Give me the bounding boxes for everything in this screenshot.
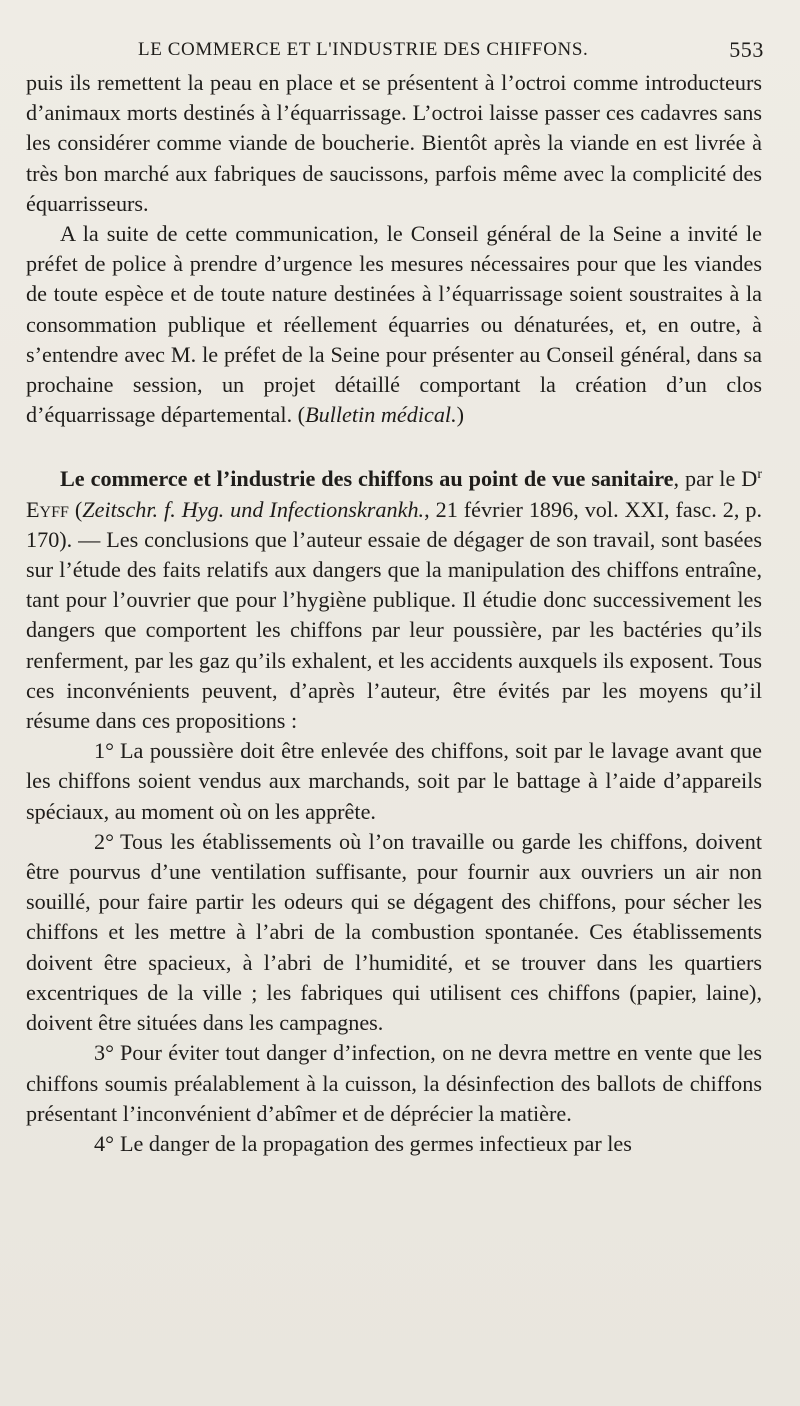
proposition-number: 4° xyxy=(94,1130,114,1156)
article-heading: Le commerce et l’industrie des chiffons au point de vue sanitaire xyxy=(60,466,674,492)
source-citation: Bulletin médical. xyxy=(305,402,457,428)
proposition-number: 3° xyxy=(94,1040,114,1066)
proposition-text: La poussière doit être enlevée des chiffons, soit par le lavage avant que les chiffons soient vendus aux marchands, soit par le battage à l’aide d’appareils spéciaux, au moment où on les apprête. xyxy=(26,738,762,824)
page-number: 553 xyxy=(729,37,764,62)
proposition-text: Le danger de la propagation des germes infectieux par les xyxy=(119,1130,632,1156)
article-summary: , 21 février 1896, vol. XXI, fasc. 2, p. 170). — Les conclusions que l’auteur essaie de dégager de son travail, sont basées sur l’étude des faits relatifs aux dangers que la manipulation des chiffons entraîne, tant pour l’ouvrier que pour l’hygiène publique. Il étudie donc successivement les dangers que comportent les chiffons par leur poussière, par les bactéries qu’ils renferment, par les gaz qu’ils exhalent, et les accidents auxquels ils exposent. Tous ces inconvénients peuvent, d’après l’auteur, être évités par les moyens qu’il résume dans ces propositions : xyxy=(26,496,762,734)
article-paragraph xyxy=(26,460,762,736)
paragraph-equarrissage-ending: puis ils remettent la peau en place et se présentent à l’octroi comme introducteurs d’animaux morts destinés à l’équarrissage. L’octroi laisse passer ces cadavres sans les considérer comme viande de boucherie. Bientôt après la viande en est livrée à très bon marché aux fabriques de saucissons, parfois même avec la complicité des équarrisseurs. xyxy=(26,70,762,216)
article-intro: , par le D xyxy=(673,466,758,492)
source-close-paren: ) xyxy=(456,402,465,428)
running-header xyxy=(26,26,762,68)
doctor-abbreviation-sup: r xyxy=(757,467,762,483)
proposition-text: Tous les établissements où l’on travaille ou garde les chiffons, doivent être pourvus d’une ventilation suffisante, pour fournir aux ouvriers un air non souillé, pour faire partir les odeurs qui se dégagent des chiffons, pour sécher les chiffons et les mettre à l’abri de la combustion spontanée. Ces établissements doivent être spacieux, à l’abri de l’humidité, et se trouver dans les quartiers excentriques de la ville ; les fabriques qui utilisent ces chiffons (papier, laine), doivent être situées dans les campagnes. xyxy=(26,828,762,1036)
proposition-1 xyxy=(26,736,762,827)
proposition-number: 1° xyxy=(94,738,114,764)
proposition-text: Pour éviter tout danger d’infection, on ne devra mettre en vente que les chiffons soumis préalablement à la cuisson, la désinfection des ballots de chiffons présentant l’inconvénient d’abîmer et de déprécier la matière. xyxy=(26,1040,762,1126)
page-body xyxy=(26,68,762,1159)
journal-title: Zeitschr. f. Hyg. und Infectionskrankh. xyxy=(82,496,425,522)
paragraph-conseil-general xyxy=(26,219,762,430)
proposition-3 xyxy=(26,1038,762,1129)
author-name: Eyff xyxy=(26,496,69,522)
section-spacing xyxy=(26,430,762,460)
proposition-2 xyxy=(26,827,762,1038)
citation-open: ( xyxy=(68,496,83,522)
running-title: LE COMMERCE ET L'INDUSTRIE DES CHIFFONS. xyxy=(138,39,589,60)
proposition-4 xyxy=(26,1129,762,1159)
paragraph-conseil-general-text: A la suite de cette communication, le Conseil général de la Seine a invité le préfet de police à prendre d’urgence les mesures nécessaires pour que les viandes de toute espèce et de toute nature destinées à l’équarrissage soient soustraites à la consommation publique et réellement équarries ou dénaturées, et, en outre, à s’entendre avec M. le préfet de la Seine pour présenter au Conseil général, dans sa prochaine session, un projet détaillé comportant la création d’un clos d’équarrissage départemental. ( xyxy=(26,221,762,428)
proposition-number: 2° xyxy=(94,828,114,854)
